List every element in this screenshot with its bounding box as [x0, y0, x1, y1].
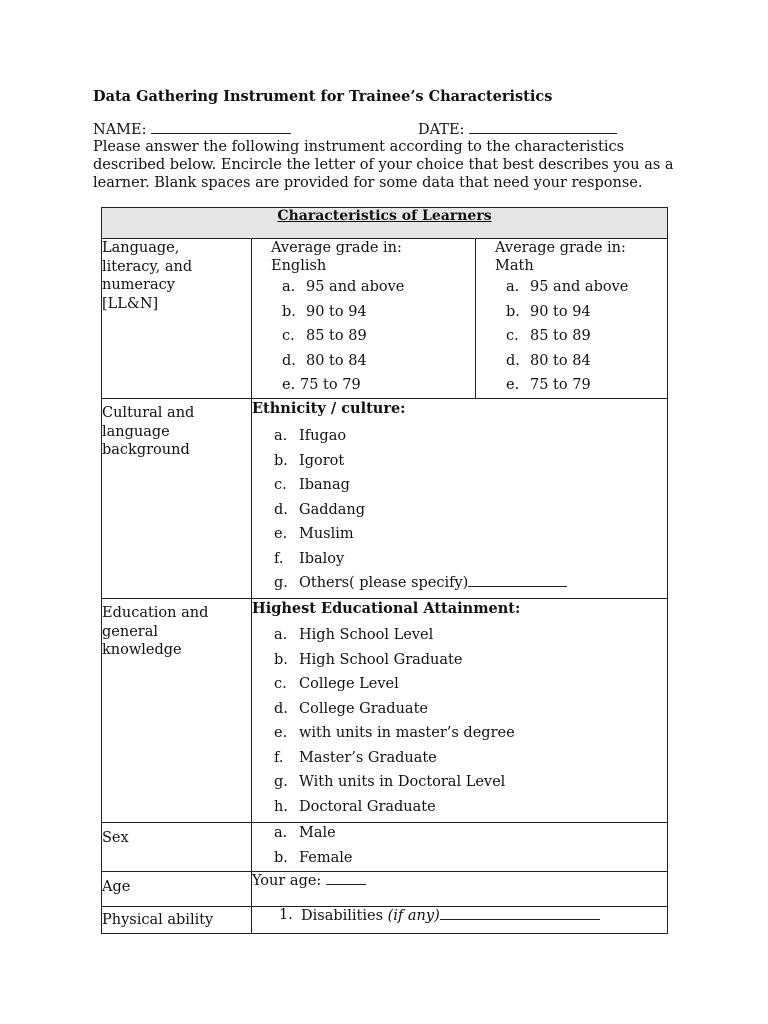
date-label: DATE:	[418, 122, 465, 138]
list-item[interactable]: b. 90 to 94	[282, 303, 367, 320]
list-item-others[interactable]: g. Others( please specify)	[252, 571, 667, 596]
education-heading: Highest Educational Attainment:	[252, 600, 521, 617]
english-heading-1: Average grade in:	[271, 240, 402, 256]
disabilities-blank[interactable]	[440, 907, 600, 920]
list-item[interactable]: e. Muslim	[274, 526, 354, 542]
culture-label: Cultural and language background	[102, 399, 252, 599]
list-item[interactable]: b. Igorot	[274, 452, 345, 469]
name-blank[interactable]	[151, 121, 291, 134]
list-item[interactable]: e. with units in master’s degree	[274, 725, 515, 741]
list-item[interactable]: d. College Graduate	[274, 700, 428, 717]
list-item[interactable]: 1. Disabilities (if any)	[252, 907, 667, 927]
instructions: Please answer the following instrument according to the characteristics described below. Encircle the letter of your choice that best describes you as a learner. Blank spaces are provided for some data that need your response.	[93, 139, 674, 191]
list-item[interactable]: a. 95 and above	[506, 279, 629, 295]
age-cell	[252, 872, 668, 907]
list-item[interactable]: d. 80 to 84	[282, 352, 367, 369]
others-blank[interactable]	[468, 574, 567, 587]
age-blank[interactable]	[326, 872, 366, 885]
list-item[interactable]: f. Master’s Graduate	[274, 749, 437, 766]
date-blank[interactable]	[469, 121, 617, 134]
list-item[interactable]: a. Ifugao	[274, 428, 347, 444]
list-item[interactable]: b. High School Graduate	[274, 651, 463, 668]
list-item[interactable]: c. College Level	[274, 676, 399, 692]
list-item[interactable]: d. 80 to 84	[506, 352, 591, 369]
education-label: Education and general knowledge	[102, 599, 252, 823]
document-title: Data Gathering Instrument for Trainee’s Characteristics	[93, 88, 553, 105]
culture-heading: Ethnicity / culture:	[252, 400, 406, 417]
table-header: Characteristics of Learners	[102, 208, 668, 239]
age-prompt: Your age:	[252, 873, 322, 889]
list-item[interactable]: c. Ibanag	[274, 477, 350, 493]
characteristics-table	[101, 207, 668, 934]
name-label: NAME:	[93, 122, 147, 138]
list-item[interactable]: e. 75 to 79	[506, 377, 591, 393]
math-heading-2: Math	[495, 258, 534, 274]
list-item[interactable]: f. Ibaloy	[274, 550, 345, 567]
list-item[interactable]: g. With units in Doctoral Level	[274, 774, 506, 790]
sex-cell	[252, 823, 668, 872]
date-field[interactable]	[418, 121, 617, 138]
math-grade-cell	[476, 239, 668, 399]
culture-cell	[252, 399, 668, 599]
age-label: Age	[102, 872, 252, 907]
list-item[interactable]: c. 85 to 89	[282, 328, 367, 344]
english-heading-2: English	[271, 258, 327, 274]
physical-cell	[252, 907, 668, 934]
list-item[interactable]: b. 90 to 94	[506, 303, 591, 320]
name-field[interactable]	[93, 121, 291, 138]
list-item[interactable]: c. 85 to 89	[506, 328, 591, 344]
list-item[interactable]: b. Female	[274, 850, 353, 866]
list-item[interactable]: e. 75 to 79	[282, 377, 361, 393]
education-cell	[252, 599, 668, 823]
physical-label: Physical ability	[102, 907, 252, 934]
llpn-label: Language, literacy, and numeracy [LL&N]	[102, 239, 252, 399]
list-item[interactable]: a. Male	[274, 825, 336, 841]
list-item[interactable]: h. Doctoral Graduate	[274, 798, 436, 815]
sex-label: Sex	[102, 823, 252, 872]
english-grade-cell	[252, 239, 476, 399]
math-heading-1: Average grade in:	[495, 240, 626, 256]
list-item[interactable]: d. Gaddang	[274, 501, 366, 518]
list-item[interactable]: a. 95 and above	[282, 279, 405, 295]
list-item[interactable]: a. High School Level	[274, 627, 434, 643]
